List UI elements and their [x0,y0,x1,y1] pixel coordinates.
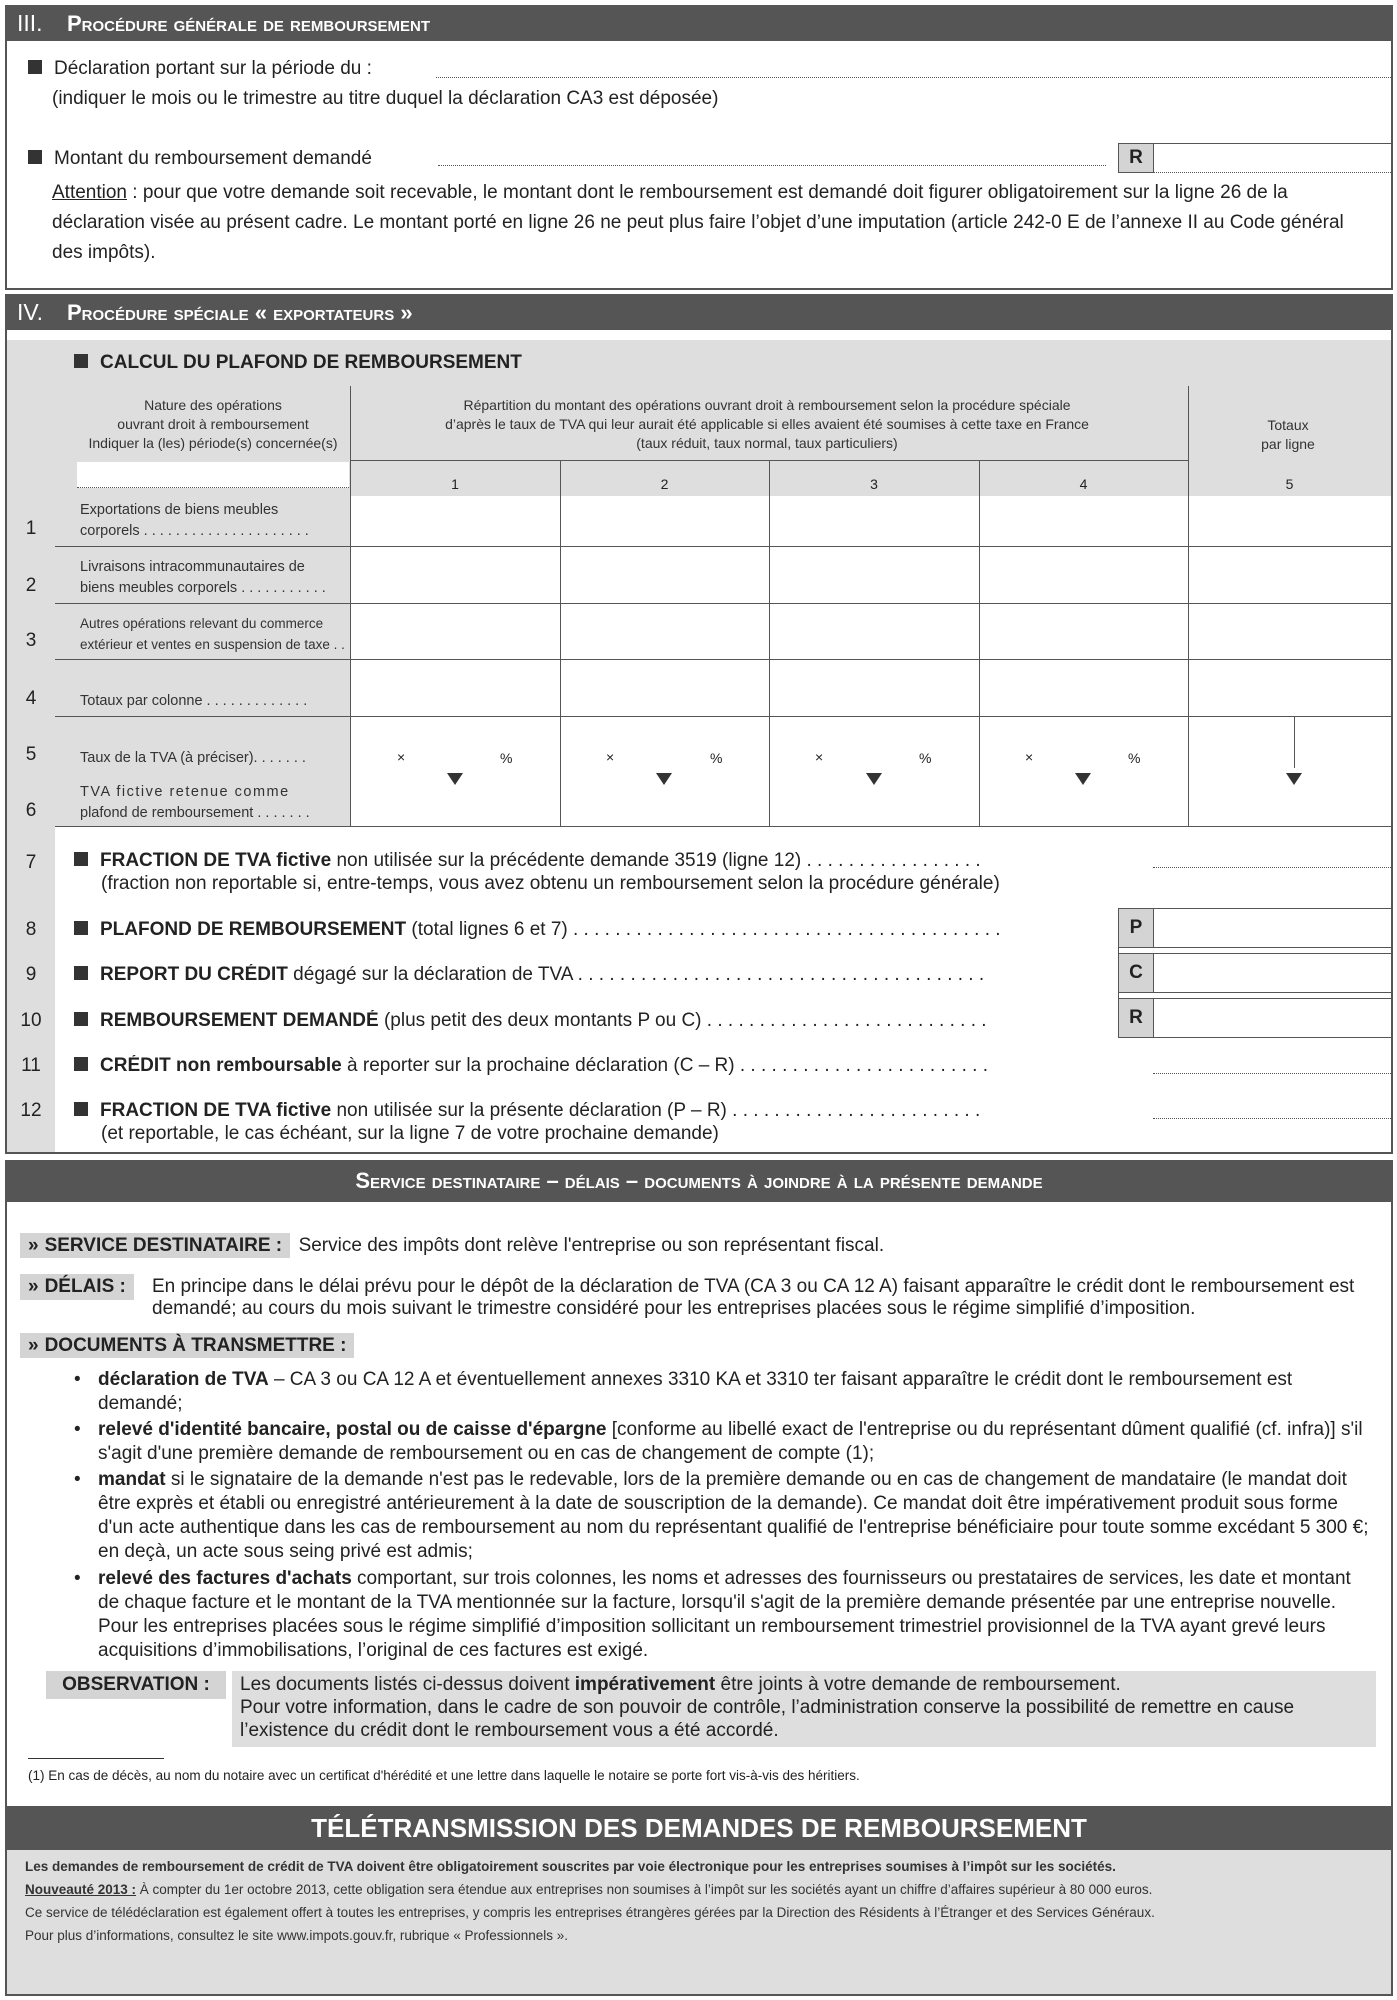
line-12-text: FRACTION DE TVA fictive non utilisée sur la présente déclaration (P – R) . . . . . . . . . . . . . . . . . . . . . . . . [74,1100,1114,1122]
dest-tag: » SERVICE DESTINATAIRE : [20,1233,290,1258]
amount-input[interactable] [1154,143,1393,173]
period-cell[interactable] [77,462,349,488]
col-repartition-header: Répartition du montant des opérations ouvrant droit à remboursement selon la procédure spéciale d’après le taux de TVA qui leur aurait été applicable si elles avaient été soumises à cette taxe en France (taux réduit, taux normal, taux particuliers) [445,397,1089,451]
bullet-square-icon [74,966,88,980]
row-4-label: Totaux par colonne . . . . . . . . . . . . . [80,693,308,709]
col-totaux-header: Totaux par ligne [1261,417,1315,452]
row-1-num: 1 [25,518,37,539]
line-9-num: 9 [25,964,37,985]
observation-text: Les documents listés ci-dessus doivent impérativement être joints à votre demande de remboursement. Pour votre information, dans le cadre de son pouvoir de contrôle, l’administration conserve la possibilité de remettre en cause l’existence du crédit dont le remboursement vous a été accordé. [232,1671,1376,1747]
attention-text: : pour que votre demande soit recevable, le montant dont le remboursement est demandé doit figurer obligatoirement sur la ligne 26 de la déclaration visée au présent cadre. Le montant porté en ligne 26 ne peut plus faire l’objet d’une imputation (article 242-0 E de l’annexe II au Code général des impôts). [52,182,1344,263]
bullet-icon: • [74,1469,81,1490]
delais-text: En principe dans le délai prévu pour le dépôt de la déclaration de TVA (CA 3 ou CA 12 A) faisant apparaître le crédit dont le remboursement est demandé; au cours du mois suivant le trimestre considéré pour les entreprises placées sous le régime simplifié d’imposition. [152,1276,1355,1319]
row-divider [55,716,1391,717]
row-divider [55,603,1391,604]
teletrans-p4: Pour plus d’informations, consultez le site www.impots.gouv.fr, rubrique « Professionnels ». [25,1928,569,1943]
times-sign-1: × [397,749,406,765]
calc-title [74,352,522,374]
section-4-header [5,294,1393,330]
row-3-num: 3 [25,630,37,651]
amount-box-r: R [1118,143,1154,173]
box-p-label: P [1118,908,1154,948]
percent-sign-1: % [500,750,513,766]
service-title: Service destinataire – délais – documents à joindre à la présente demande [355,1168,1043,1193]
line-10-num: 10 [20,1010,42,1031]
down-arrow-icon [866,773,882,785]
dest-row [20,1235,1380,1257]
col-nature-header: Nature des opérations ouvrant droit à remboursement Indiquer la (les) période(s) concernée(s) [88,397,338,451]
col-divider [560,460,561,826]
bullet-icon: • [74,1369,81,1390]
amount-leader [438,152,1106,166]
times-sign-2: × [606,749,615,765]
period-label: Déclaration portant sur la période du : [54,58,372,79]
row-divider [350,460,1188,461]
line-8-text: PLAFOND DE REMBOURSEMENT (total lignes 6 et 7) . . . . . . . . . . . . . . . . . . . . . . . . . . . . . . . . . . . . . . . . . [74,919,1114,941]
doc-item-1: • déclaration de TVA – CA 3 ou CA 12 A et éventuellement annexes 3310 KA et 3310 ter faisant apparaître le crédit dont le remboursement est demandé; [74,1369,1293,1414]
row-2-num: 2 [25,575,37,596]
section-3-title: Procédure générale de remboursement [67,11,431,36]
line-12-note: (et reportable, le cas échéant, sur la ligne 7 de votre prochaine demande) [101,1123,719,1144]
down-arrow-icon [1286,773,1302,785]
col-divider [350,386,351,826]
calc-title-text: CALCUL DU PLAFOND DE REMBOURSEMENT [100,352,522,373]
bullet-square-icon [28,60,42,74]
row-5-num: 5 [25,744,37,765]
col-num-3: 3 [870,476,878,492]
line-8-num: 8 [25,919,37,940]
line-12-input[interactable] [1153,1103,1391,1119]
bullet-square-icon [74,921,88,935]
line-10-text: REMBOURSEMENT DEMANDÉ (plus petit des deux montants P ou C) . . . . . . . . . . . . . . . . . . . . . . . . . . . [74,1010,1114,1032]
line-12-num: 12 [20,1100,42,1121]
teletrans-p3: Ce service de télédéclaration est également offert à toutes les entreprises, y compris les entreprises étrangères gérées par la Direction des Résidents à l’Étranger et des Services Généraux. [25,1905,1155,1920]
amount-label: Montant du remboursement demandé [54,148,372,169]
bullet-square-icon [74,1102,88,1116]
line-11-input[interactable] [1153,1058,1391,1074]
totals-arrow-line [1294,716,1295,768]
bullet-square-icon [28,150,42,164]
teletrans-p2: Nouveauté 2013 : À compter du 1er octobre 2013, cette obligation sera étendue aux entreprises non soumises à l’impôt sur les sociétés ayant un chiffre d’affaires supérieur à 80 000 euros. [25,1882,1153,1897]
box-c-label: C [1118,953,1154,993]
docs-row [20,1335,354,1357]
times-sign-4: × [1025,749,1034,765]
bullet-square-icon [74,1057,88,1071]
col-num-5: 5 [1285,476,1294,492]
service-header [5,1160,1393,1202]
line-11-text: CRÉDIT non remboursable à reporter sur la prochaine déclaration (C – R) . . . . . . . . . . . . . . . . . . . . . . . . [74,1055,1114,1077]
bullet-icon: • [74,1419,81,1440]
teletrans-title: TÉLÉTRANSMISSION DES DEMANDES DE REMBOURSEMENT [311,1813,1087,1843]
box-r-label: R [1118,998,1154,1038]
row-divider [55,826,1391,827]
doc-item-2: • relevé d'identité bancaire, postal ou de caisse d'épargne [conforme au libellé exact de l'entreprise ou du représentant dûment qualifié (cf. infra)] s'il s'agit d'une première demande de remboursement ou en cas de changement de compte (1); [74,1419,1363,1464]
line-11-num: 11 [21,1055,41,1076]
col-divider [769,460,770,826]
section-4-title: Procédure spéciale « exportateurs » [67,300,413,325]
row-divider [55,546,1391,547]
bullet-square-icon [74,354,88,368]
footnote-rule [28,1758,164,1759]
doc-item-3: • mandat si le signataire de la demande n'est pas le redevable, lors de la première demande ou en cas de changement de mandataire (le mandat doit être exprès et établi ou enregistré antérieurement à la date de souscription de la demande). Ce mandat doit être impérativement produit sous forme d'un acte authentique dans les cas de remboursement au nom du représentant qualifié de l'entreprise bénéficiaire pour toute somme excédant 5 300 €; en deçà, un acte sous seing privé est admis; [74,1469,1369,1562]
observation-tag: OBSERVATION : [46,1671,226,1699]
attention-word: Attention [52,182,127,203]
times-sign-3: × [815,749,824,765]
double-arrow-icon: » [28,1335,39,1356]
col-num-2: 2 [660,476,669,492]
section-3-header [5,5,1393,41]
delais-tag: » DÉLAIS : [20,1274,134,1300]
box-p-input[interactable] [1154,908,1391,948]
percent-sign-3: % [919,750,932,766]
col-divider [1188,386,1189,826]
row-1-label: Exportations de biens meubles corporels . . . . . . . . . . . . . . . . . . . . . [80,502,309,539]
teletrans-header [5,1806,1393,1850]
bullet-square-icon [74,1012,88,1026]
row-divider [55,659,1391,660]
row-4-num: 4 [25,688,37,709]
section-3-number: III. [17,10,43,36]
percent-sign-2: % [710,750,723,766]
line-9-text: REPORT DU CRÉDIT dégagé sur la déclaration de TVA . . . . . . . . . . . . . . . . . . . . . . . . . . . . . . . . . . . . . . . [74,964,1114,986]
col-num-1: 1 [451,476,459,492]
double-arrow-icon: » [28,1276,39,1297]
double-arrow-icon: » [28,1235,39,1256]
down-arrow-icon [656,773,672,785]
box-c-input[interactable] [1154,953,1391,993]
line-7-text: FRACTION DE TVA fictive non utilisée sur la précédente demande 3519 (ligne 12) . . . . . . . . . . . . . . . . . [74,850,1124,872]
row-6-num: 6 [25,800,37,821]
attention-paragraph [52,178,1377,268]
teletrans-body [5,1850,1393,1996]
row-3-label: Autres opérations relevant du commerce extérieur et ventes en suspension de taxe . . [80,616,345,652]
period-note: (indiquer le mois ou le trimestre au titre duquel la déclaration CA3 est déposée) [52,88,719,109]
col-num-4: 4 [1079,476,1088,492]
row-2-label: Livraisons intracommunautaires de biens meubles corporels . . . . . . . . . . . [80,559,326,596]
footnote: (1) En cas de décès, au nom du notaire avec un certificat d'hérédité et une lettre dans laquelle le notaire se porte fort vis-à-vis des héritiers. [28,1768,860,1783]
line-7-note: (fraction non reportable si, entre-temps, vous avez obtenu un remboursement selon la procédure générale) [101,873,1000,894]
col-divider [979,460,980,826]
down-arrow-icon [1075,773,1091,785]
teletrans-p1: Les demandes de remboursement de crédit de TVA doivent être obligatoirement souscrites par voie électronique pour les entreprises soumises à l’impôt sur les sociétés. [25,1859,1116,1874]
docs-tag: » DOCUMENTS À TRANSMETTRE : [20,1333,354,1358]
observation-box [46,1671,1376,1747]
row-5-label: Taux de la TVA (à préciser). . . . . . . [80,750,306,766]
doc-item-4: • relevé des factures d'achats comportant, sur trois colonnes, les noms et adresses des fournisseurs ou prestataires de services, les date et montant de chaque facture et le montant de la TVA mentionnée sur la facture, lorsqu'il s'agit de la première demande présentée par une entreprise nouvelle. Pour les entreprises placées sous le régime simplifié d’imposition sollicitant un remboursement trimestriel provisionnel de la TVA ayant grevé leurs acquisitions d’immobilisations, l’original de ces factures est exigé. [74,1568,1351,1661]
amount-row [28,148,372,170]
percent-sign-4: % [1128,750,1141,766]
dest-text: Service des impôts dont relève l'entreprise ou son représentant fiscal. [298,1235,885,1256]
box-r-input[interactable] [1154,998,1391,1038]
section-4-number: IV. [17,299,44,325]
period-input[interactable] [436,62,1391,78]
line-7-num: 7 [25,852,37,873]
line-7-input[interactable] [1153,852,1391,868]
bullet-icon: • [74,1568,81,1589]
row-6-label: TVA fictive retenue comme plafond de remboursement . . . . . . . [80,784,310,821]
down-arrow-icon [447,773,463,785]
bullet-square-icon [74,852,88,866]
